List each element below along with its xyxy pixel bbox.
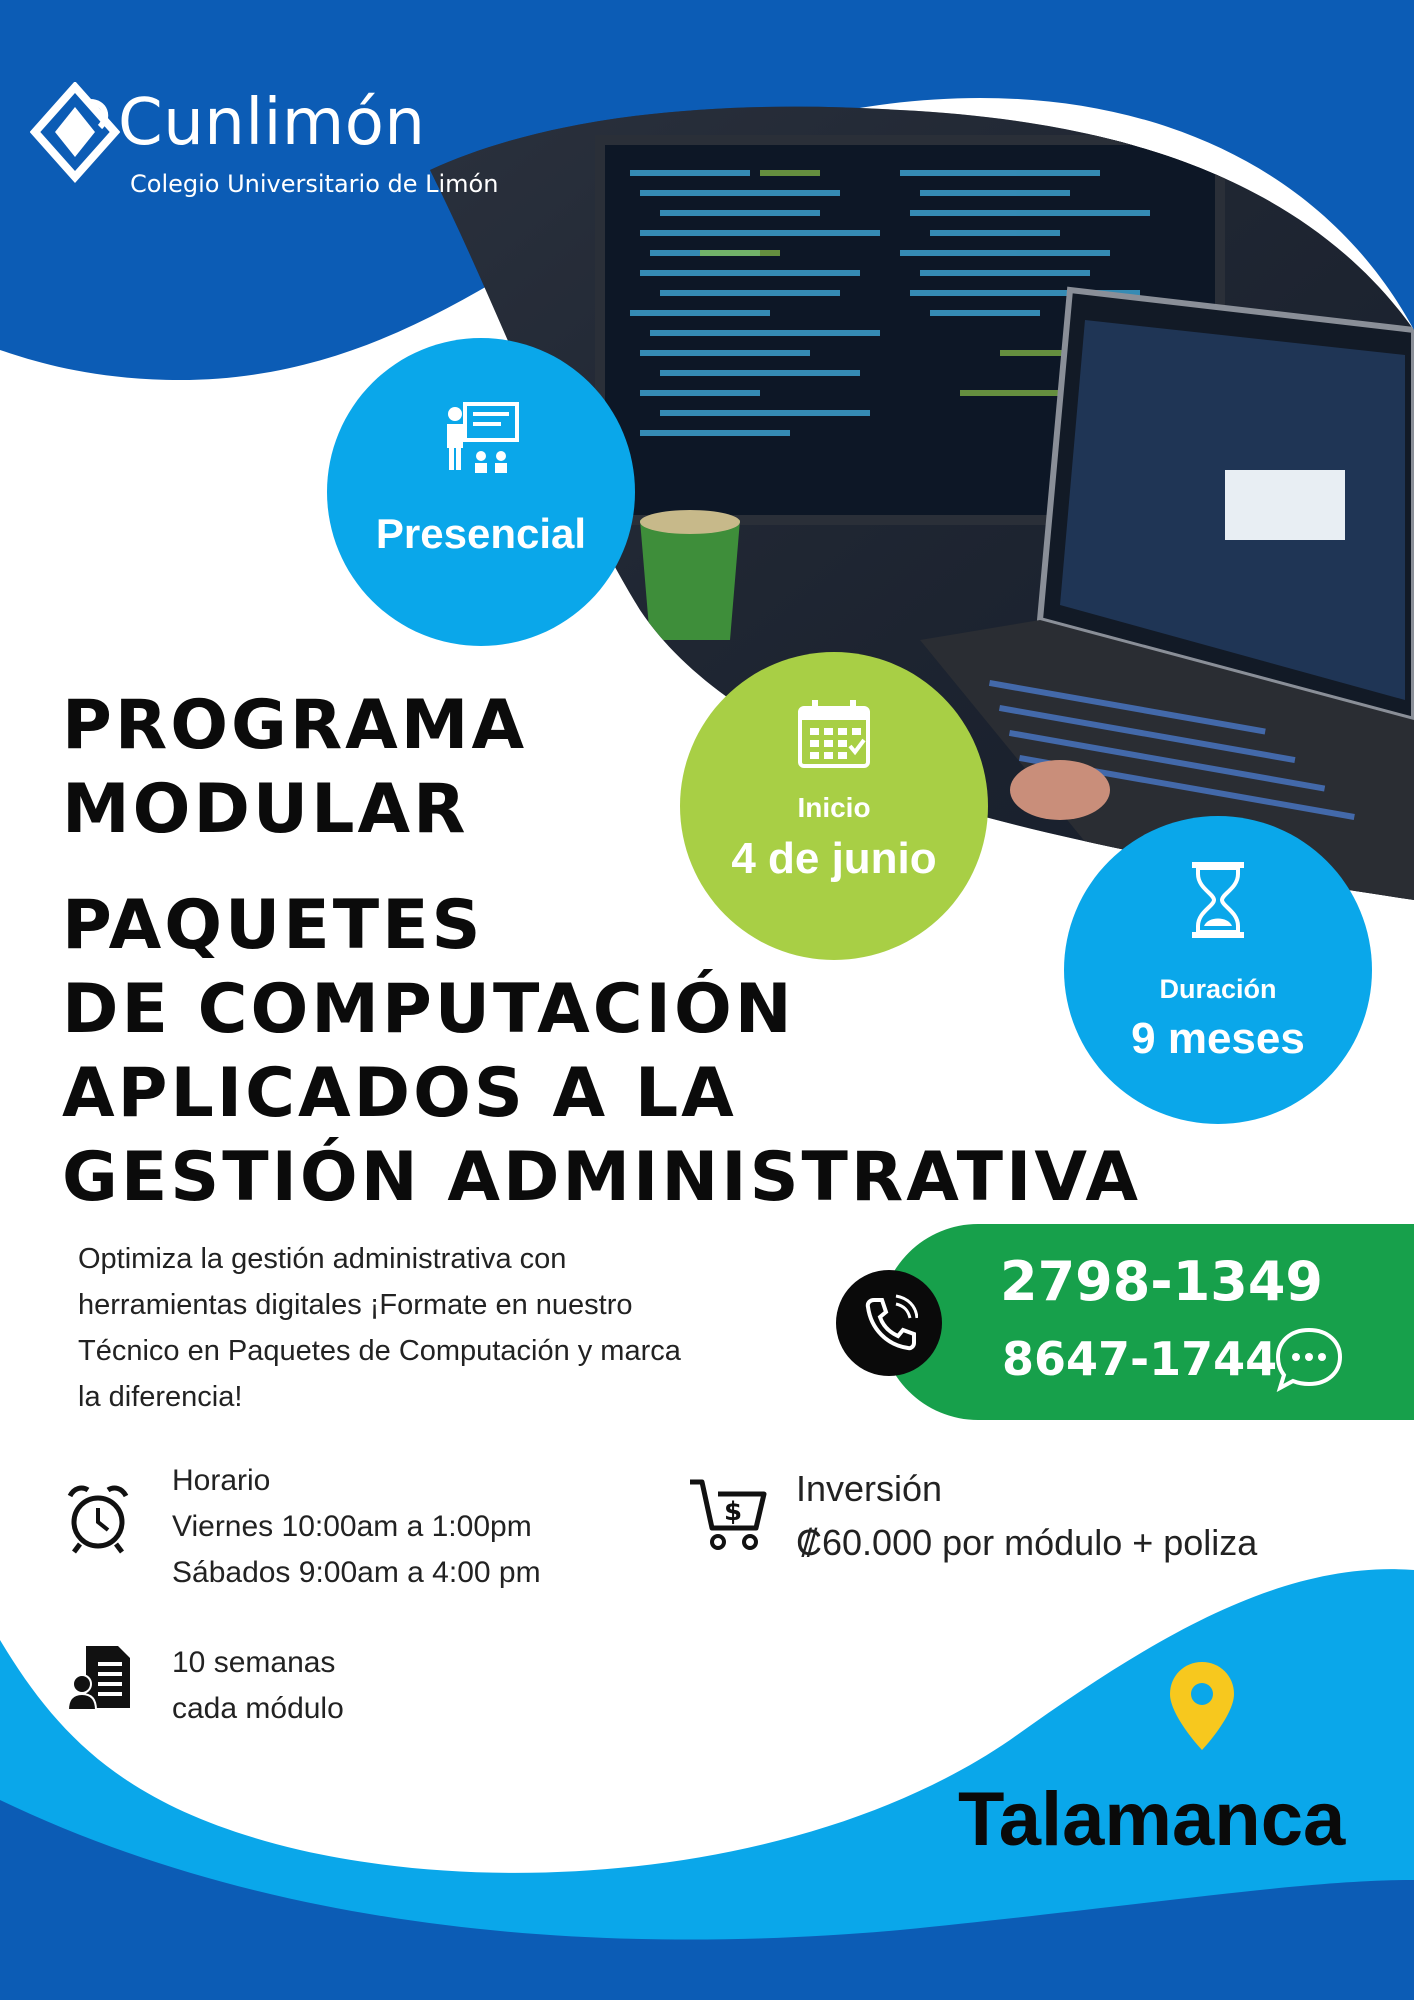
phone-number-1[interactable]: 2798-1349 [1000,1250,1323,1313]
description-line: la diferencia! [78,1381,243,1413]
schedule-title: Horario [172,1464,271,1497]
weeks-line: cada módulo [172,1692,344,1725]
investment-block [796,1462,1257,1570]
start-date: 4 de junio [731,834,937,883]
svg-text:$: $ [723,1497,743,1527]
brand-subtitle: Colegio Universitario de Limón [130,170,499,198]
program-type-heading [62,684,527,852]
investment-value: ₡60.000 por módulo + poliza [796,1522,1258,1563]
schedule-line: Sábados 9:00am a 4:00 pm [172,1556,541,1589]
phone-icon[interactable] [836,1270,942,1376]
location-pin-icon [1168,1660,1236,1752]
schedule-block [172,1458,541,1596]
modality-badge [327,338,635,646]
heading-line: PROGRAMA [62,686,528,765]
document-user-icon [68,1644,134,1712]
start-label: Inicio [797,792,871,823]
investment-title: Inversión [796,1468,943,1509]
hourglass-icon [1188,860,1248,940]
shopping-cart-icon [688,1476,768,1552]
phone-number-2[interactable]: 8647-1744 [1002,1332,1278,1386]
heading-line: GESTIÓN ADMINISTRATIVA [62,1138,1141,1217]
calendar-icon [796,698,872,770]
location-name: Talamanca [958,1777,1346,1862]
heading-line: DE COMPUTACIÓN [62,970,795,1049]
contact-pill [880,1224,1414,1420]
program-description [78,1236,681,1420]
cunlimon-logo-icon [30,82,120,192]
classroom-icon [443,400,523,480]
phone-handset-icon [862,1294,918,1352]
heading-line: PAQUETES [62,886,484,965]
heading-line: MODULAR [62,770,469,849]
duration-value: 9 meses [1131,1014,1305,1063]
description-line: Técnico en Paquetes de Computación y marca [78,1335,681,1367]
description-line: herramientas digitales ¡Formate en nuestro [78,1289,633,1321]
alarm-clock-icon [66,1482,130,1554]
schedule-line: Viernes 10:00am a 1:00pm [172,1510,532,1543]
weeks-block [172,1640,344,1732]
modality-label: Presencial [375,510,587,557]
description-line: Optimiza la gestión administrativa con [78,1243,567,1275]
duration-label: Duración [1159,974,1277,1004]
heading-line: APLICADOS A LA [62,1054,737,1133]
chat-bubble-icon [1274,1326,1344,1392]
brand-name: Cunlimón [118,86,426,160]
weeks-line: 10 semanas [172,1646,336,1679]
program-title-heading [62,884,1141,1220]
